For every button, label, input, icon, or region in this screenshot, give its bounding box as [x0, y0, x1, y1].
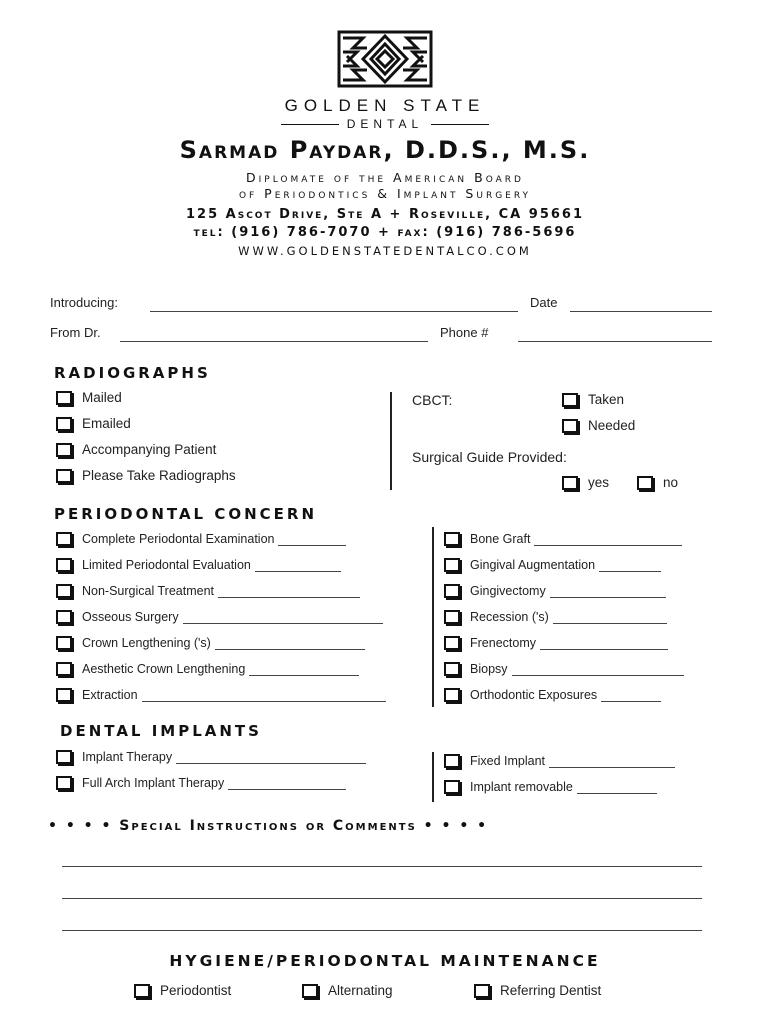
diplomate-line-2: of Periodontics & Implant Surgery — [238, 186, 532, 201]
hygiene-option[interactable] — [302, 983, 393, 998]
divider — [432, 527, 434, 707]
checkbox[interactable] — [56, 443, 72, 457]
brand-subtitle — [0, 117, 770, 131]
option-label: Referring Dentist — [500, 983, 602, 998]
checkbox[interactable] — [474, 984, 490, 998]
website: WWW.GOLDENSTATEDENTALCO.COM — [238, 244, 532, 258]
periodontal-option[interactable] — [444, 688, 661, 702]
checkbox[interactable] — [56, 532, 72, 546]
brand-name: GOLDEN STATE — [284, 96, 486, 115]
option-label: Orthodontic Exposures — [470, 688, 598, 702]
hygiene-heading: HYGIENE/PERIODONTAL MAINTENANCE — [169, 952, 601, 970]
option-label: Gingivectomy — [470, 584, 546, 598]
checkbox[interactable] — [562, 393, 578, 407]
radiographs-heading: RADIOGRAPHS — [54, 364, 211, 382]
divider — [432, 752, 434, 802]
option-label: Limited Periodontal Evaluation — [82, 558, 251, 572]
option-label: Emailed — [82, 416, 131, 431]
surgical-guide-label: Surgical Guide Provided: — [412, 449, 567, 465]
checkbox[interactable] — [444, 610, 460, 624]
hygiene-option[interactable] — [134, 983, 231, 998]
diplomate-line-1: Diplomate of the American Board — [246, 170, 524, 185]
option-label: Implant removable — [470, 780, 573, 794]
periodontal-option[interactable] — [444, 558, 661, 572]
periodontal-option[interactable] — [56, 558, 341, 572]
checkbox[interactable] — [56, 750, 72, 764]
date-field[interactable] — [570, 311, 712, 312]
phone-label: Phone # — [440, 325, 489, 340]
option-label: Extraction — [82, 688, 138, 702]
periodontal-option[interactable] — [444, 532, 682, 546]
radiograph-option[interactable] — [56, 390, 122, 405]
introducing-label: Introducing: — [50, 295, 118, 310]
option-label: Biopsy — [470, 662, 508, 676]
checkbox[interactable] — [444, 584, 460, 598]
checkbox[interactable] — [562, 419, 578, 433]
periodontal-option[interactable] — [56, 610, 383, 624]
phone-field[interactable] — [518, 341, 712, 342]
date-label: Date — [530, 295, 558, 310]
option-label: Fixed Implant — [470, 754, 546, 768]
implants-heading: DENTAL IMPLANTS — [60, 722, 262, 740]
periodontal-option[interactable] — [444, 610, 667, 624]
introducing-field[interactable] — [150, 311, 518, 312]
option-label: Taken — [588, 392, 625, 407]
checkbox[interactable] — [56, 636, 72, 650]
option-label: Please Take Radiographs — [82, 468, 236, 483]
checkbox[interactable] — [444, 636, 460, 650]
checkbox[interactable] — [56, 776, 72, 790]
surgical-guide-yes[interactable] — [562, 475, 609, 490]
checkbox[interactable] — [56, 469, 72, 483]
checkbox[interactable] — [56, 558, 72, 572]
checkbox[interactable] — [637, 476, 653, 490]
checkbox[interactable] — [444, 780, 460, 794]
option-label: no — [663, 475, 679, 490]
implant-option[interactable] — [444, 780, 657, 794]
option-label: Periodontist — [160, 983, 232, 998]
option-label: Recession ('s) — [470, 610, 549, 624]
checkbox[interactable] — [562, 476, 578, 490]
option-label: Frenectomy — [470, 636, 536, 650]
implant-option[interactable] — [56, 776, 346, 790]
periodontal-option[interactable] — [56, 584, 360, 598]
periodontal-option[interactable] — [444, 662, 684, 676]
checkbox[interactable] — [56, 584, 72, 598]
option-label: Gingival Augmentation — [470, 558, 596, 572]
cbct-taken[interactable] — [562, 392, 624, 407]
option-label: Implant Therapy — [82, 750, 173, 764]
checkbox[interactable] — [444, 688, 460, 702]
radiograph-option[interactable] — [56, 468, 236, 483]
option-label: Non-Surgical Treatment — [82, 584, 215, 598]
radiograph-option[interactable] — [56, 416, 131, 431]
checkbox[interactable] — [444, 532, 460, 546]
from-dr-field[interactable] — [120, 341, 428, 342]
option-label: Bone Graft — [470, 532, 531, 546]
periodontal-option[interactable] — [56, 688, 386, 702]
from-dr-label: From Dr. — [50, 325, 101, 340]
option-label: Crown Lengthening ('s) — [82, 636, 211, 650]
periodontal-option[interactable] — [444, 636, 668, 650]
golden-state-logo — [337, 30, 433, 88]
checkbox[interactable] — [56, 688, 72, 702]
radiograph-option[interactable] — [56, 442, 216, 457]
checkbox[interactable] — [134, 984, 150, 998]
divider — [390, 392, 392, 490]
address: 125 Ascot Drive, Ste A + Roseville, CA 95661 — [186, 207, 584, 222]
option-label: Needed — [588, 418, 636, 433]
periodontal-option[interactable] — [56, 636, 365, 650]
option-label: Osseous Surgery — [82, 610, 179, 624]
option-label: Mailed — [82, 390, 122, 405]
brand-sub-text: DENTAL — [346, 117, 424, 131]
checkbox[interactable] — [444, 754, 460, 768]
cbct-needed[interactable] — [562, 418, 635, 433]
cbct-label: CBCT: — [412, 392, 453, 408]
implant-option[interactable] — [444, 754, 675, 768]
comments-line-3[interactable] — [62, 930, 702, 931]
hygiene-option[interactable] — [474, 983, 601, 998]
option-label: yes — [588, 475, 610, 490]
periodontal-option[interactable] — [56, 662, 359, 676]
periodontal-option[interactable] — [444, 584, 666, 598]
option-label: Complete Periodontal Examination — [82, 532, 275, 546]
option-label: Accompanying Patient — [82, 442, 217, 457]
option-label: Alternating — [328, 983, 393, 998]
checkbox[interactable] — [444, 662, 460, 676]
checkbox[interactable] — [56, 391, 72, 405]
checkbox[interactable] — [302, 984, 318, 998]
special-instructions-heading: • • • • Special Instructions or Comments • • • • — [48, 818, 489, 834]
option-label: Full Arch Implant Therapy — [82, 776, 225, 790]
comments-line-2[interactable] — [62, 898, 702, 899]
phone-fax: tel: (916) 786-7070 + fax: (916) 786-5696 — [193, 225, 577, 240]
implant-option[interactable] — [56, 750, 366, 764]
checkbox[interactable] — [444, 558, 460, 572]
checkbox[interactable] — [56, 417, 72, 431]
periodontal-option[interactable] — [56, 532, 346, 546]
periodontal-heading: PERIODONTAL CONCERN — [54, 505, 318, 523]
surgical-guide-no[interactable] — [637, 475, 678, 490]
option-label: Aesthetic Crown Lengthening — [82, 662, 246, 676]
comments-line-1[interactable] — [62, 866, 702, 867]
checkbox[interactable] — [56, 610, 72, 624]
doctor-name: Sarmad Paydar, D.D.S., M.S. — [179, 136, 591, 164]
checkbox[interactable] — [56, 662, 72, 676]
